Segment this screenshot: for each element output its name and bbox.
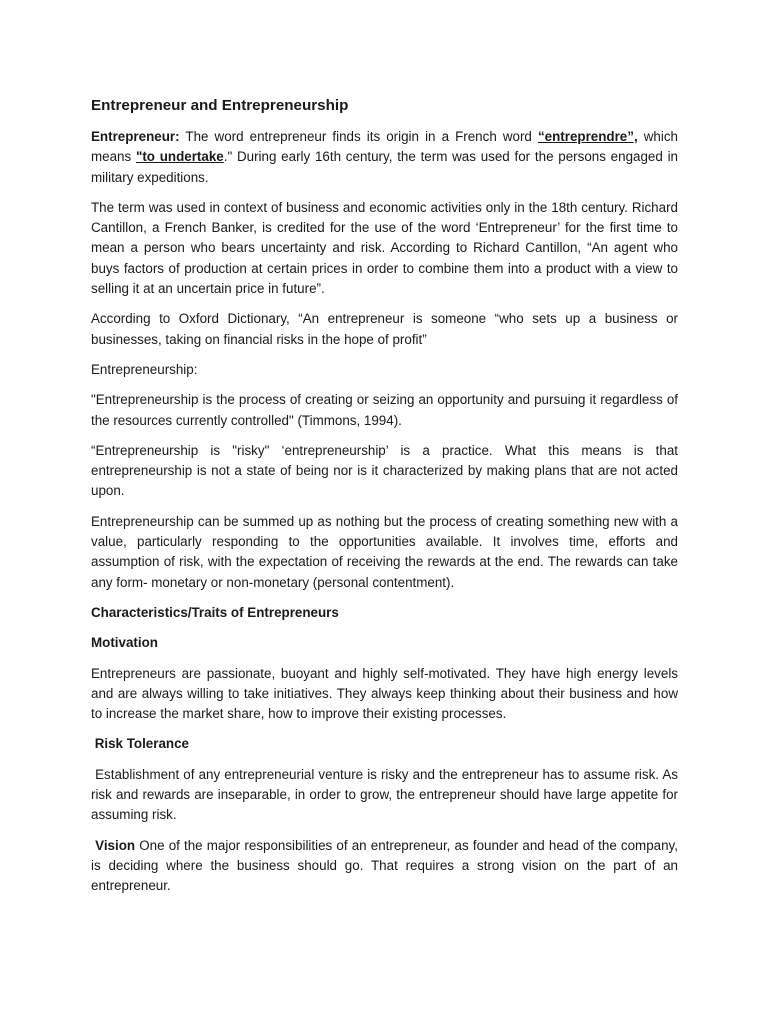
paragraph-oxford: According to Oxford Dictionary, “An entrepreneur is someone “who sets up a business or businesses, taking on financial risks in the hope of profit” — [91, 311, 678, 347]
english-meaning: "to undertake — [135, 149, 224, 165]
vision-text: One of the major responsibilities of an entrepreneur, as founder and head of the company, is deciding where the business should go. That requires a strong vision on the part of an entrepreneur. — [91, 837, 678, 894]
document-title: Entrepreneur and Entrepreneurship — [91, 97, 349, 114]
entrepreneurship-label: Entrepreneurship: — [91, 361, 198, 377]
entrepreneur-text-1: The word entrepreneur finds its origin in a French word — [179, 129, 538, 144]
entrepreneur-label: Entrepreneur: — [91, 129, 180, 144]
paragraph-entrepreneur-definition — [91, 127, 678, 188]
vision-label: Vision — [91, 837, 136, 853]
entrepreneur-text-2: which means — [91, 129, 678, 165]
paragraph-timmons: "Entrepreneurship is the process of creating or seizing an opportunity and pursuing it regardless of the resources currently controlled" (Timmons, 1994). — [91, 392, 678, 428]
motivation-heading: Motivation — [91, 635, 158, 651]
entrepreneur-text-3: ." During early 16th century, the term was used for the persons engaged in military expeditions. — [91, 149, 679, 185]
paragraph-risk-tolerance: Establishment of any entrepreneurial venture is risky and the entrepreneur has to assume risk. As risk and rewards are inseparable, in order to grow, the entrepreneur should have large appetite for assuming risk. — [91, 766, 682, 823]
paragraph-vision — [91, 836, 678, 897]
traits-heading: Characteristics/Traits of Entrepreneurs — [91, 604, 339, 620]
paragraph-cantillon: The term was used in context of business and economic activities only in the 18th century. Richard Cantillon, a French Banker, is credited for the use of the word ‘Entrepreneur’ for the first time to mean a person who bears uncertainty and risk. According to Richard Cantillon, “An agent who buys factors of production at certain prices in order to combine them into a product with a view to selling it at an uncertain price in future”. — [91, 199, 678, 297]
risk-tolerance-heading: Risk Tolerance — [91, 736, 189, 752]
french-word: “entreprendre”, — [537, 129, 638, 144]
paragraph-motivation: Entrepreneurs are passionate, buoyant and highly self-motivated. They have high energy levels and are always willing to take initiatives. They always keep thinking about their business and how to increase the market share, how to improve their existing processes. — [91, 665, 678, 722]
paragraph-risky-practice: “Entrepreneurship is "risky" ‘entrepreneurship’ is a practice. What this means is that entrepreneurship is not a state of being nor is it characterized by making plans that are not acted upon. — [91, 442, 678, 499]
paragraph-summary: Entrepreneurship can be summed up as nothing but the process of creating something new with a value, particularly responding to the opportunities available. It involves time, efforts and assumption of risk, with the expectation of receiving the rewards at the end. The rewards can take any form- monetary or non-monetary (personal contentment). — [91, 513, 678, 590]
